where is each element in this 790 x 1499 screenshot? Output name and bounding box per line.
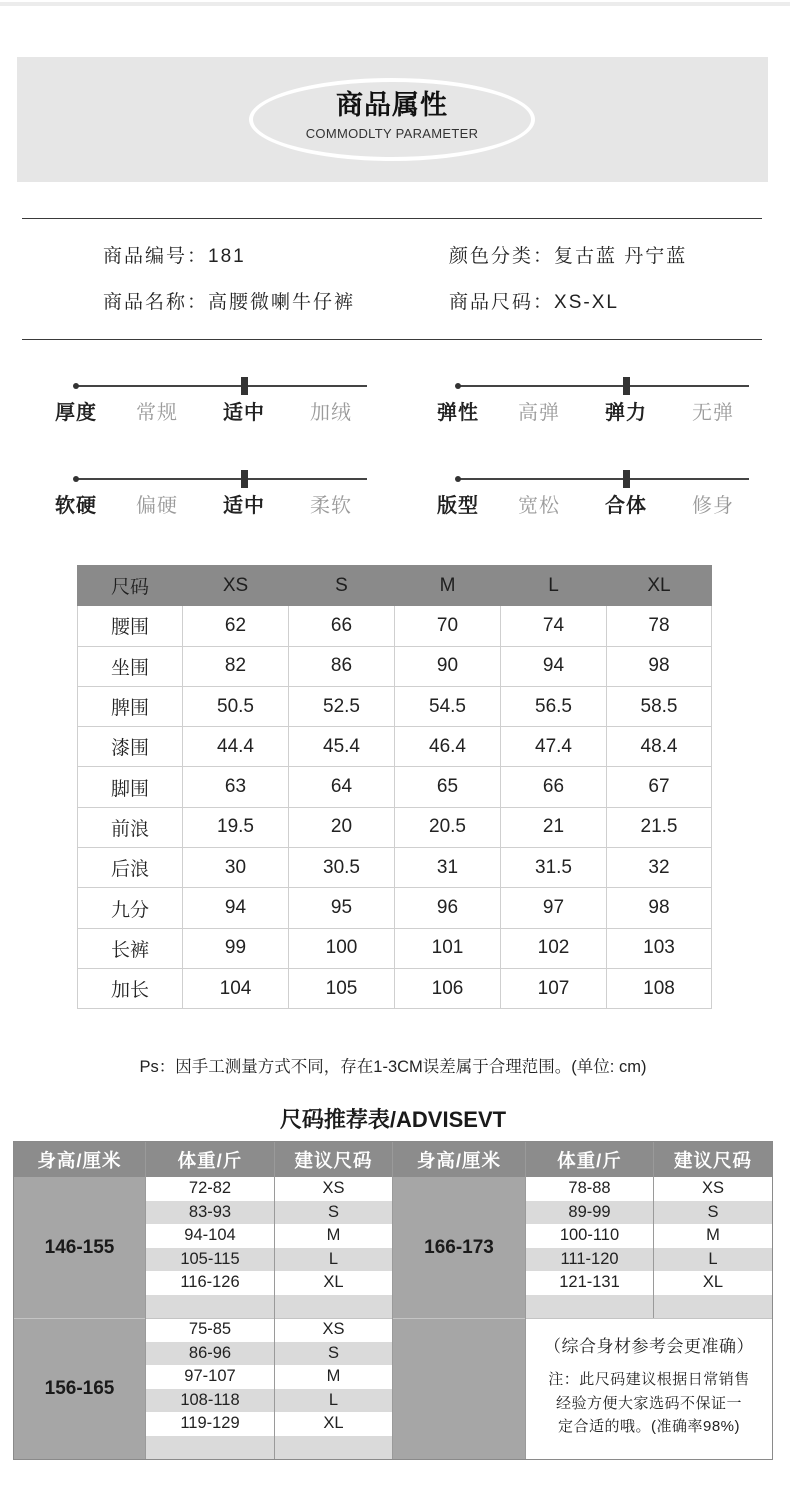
attribute-name: 厚度 [55,402,97,424]
suggested-size-cell: M [275,1224,392,1248]
top-divider [0,2,790,6]
advice-headline: （综合身材参考会更准确） [544,1337,754,1356]
slider-start-dot [73,476,79,482]
measurement-name: 腰围 [78,606,183,646]
size-table-row [78,767,712,807]
measurement-value: 105 [289,968,395,1008]
info-value: 181 [208,246,246,267]
size-table-header-cell: L [501,566,607,606]
weight-range-cell: 105-115 [146,1248,274,1272]
measurement-value: 66 [501,767,607,807]
measurement-value: 94 [501,646,607,686]
weight-range-cell: 108-118 [146,1389,274,1413]
size-table-header-cell: 尺码 [78,566,183,606]
measurement-value: 44.4 [183,727,289,767]
measurement-value: 63 [183,767,289,807]
attribute-option: 柔软 [310,495,352,517]
info-label: 颜色分类： [449,246,555,267]
weight-range-cell: 75-85 [146,1318,274,1342]
recommend-header-cell: 身高/厘米 [14,1142,145,1177]
measurement-value: 62 [183,606,289,646]
measurement-name: 加长 [78,968,183,1008]
suggested-size-cell: XL [654,1271,772,1295]
measurement-value: 97 [501,888,607,928]
measurement-value: 48.4 [607,727,712,767]
attribute-option: 加绒 [310,402,352,424]
slider-marker [623,470,630,488]
measurement-value: 107 [501,968,607,1008]
measurement-value: 30 [183,848,289,888]
attribute-option: 高弹 [518,402,560,424]
banner-title: 商品属性 [336,90,448,120]
measurement-name: 九分 [78,888,183,928]
measurement-value: 45.4 [289,727,395,767]
suggested-size-cell: XS [654,1177,772,1201]
slider-marker [241,470,248,488]
measurement-note: Ps：因手工测量方式不同，存在1-3CM误差属于合理范围。(单位: cm) [139,1058,647,1076]
weight-range-cell: 78-88 [526,1177,653,1201]
size-table-row [78,646,712,686]
measurement-value: 86 [289,646,395,686]
size-table-row [78,888,712,928]
measurement-value: 19.5 [183,807,289,847]
size-table-row [78,606,712,646]
info-label: 商品编号： [103,246,209,267]
suggested-size-cell: XL [275,1412,392,1436]
measurement-value: 99 [183,928,289,968]
weight-range-cell: 83-93 [146,1201,274,1225]
empty-cell [146,1295,274,1319]
filler-cell [393,1318,525,1459]
section-divider [22,218,762,219]
info-label: 商品名称： [103,292,209,313]
attribute-option: 合体 [605,495,647,517]
size-table-row [78,686,712,726]
size-table-header-cell: XS [183,566,289,606]
info-label: 商品尺码： [449,292,555,313]
measurement-value: 104 [183,968,289,1008]
measurement-value: 96 [395,888,501,928]
measurement-value: 21 [501,807,607,847]
measurement-value: 52.5 [289,686,395,726]
measurement-value: 106 [395,968,501,1008]
advice-line: 注：此尺码建议根据日常销售 [548,1371,750,1388]
slider-track [457,478,749,480]
size-table-header-cell: S [289,566,395,606]
measurement-value: 102 [501,928,607,968]
recommend-header-cell: 建议尺码 [275,1142,392,1177]
measurement-name: 脚围 [78,767,183,807]
measurement-value: 50.5 [183,686,289,726]
measurement-value: 21.5 [607,807,712,847]
measurement-value: 108 [607,968,712,1008]
banner-ellipse [249,78,535,161]
attribute-option: 偏硬 [136,495,178,517]
advice-box [526,1318,772,1459]
measurement-value: 56.5 [501,686,607,726]
section-divider [22,339,762,340]
slider-start-dot [455,476,461,482]
empty-cell [275,1436,392,1460]
slider-track [457,385,749,387]
weight-range-cell: 86-96 [146,1342,274,1366]
attribute-name: 弹性 [437,402,479,424]
height-range-cell: 166-173 [393,1177,525,1318]
suggested-size-cell: M [275,1365,392,1389]
size-table-row [78,928,712,968]
banner-subtitle: COMMODLTY PARAMETER [305,126,479,141]
slider-start-dot [73,383,79,389]
measurement-value: 58.5 [607,686,712,726]
measurement-value: 78 [607,606,712,646]
size-chart-table [77,565,712,1009]
recommend-header-cell: 体重/斤 [526,1142,653,1177]
slider-start-dot [455,383,461,389]
attribute-name: 软硬 [55,495,97,517]
attribute-slider-elasticity [436,377,766,427]
weight-range-cell: 121-131 [526,1271,653,1295]
measurement-value: 101 [395,928,501,968]
recommend-title: 尺码推荐表/ADVISEVT [279,1107,507,1132]
size-table-header-cell: XL [607,566,712,606]
measurement-value: 98 [607,888,712,928]
measurement-value: 65 [395,767,501,807]
attribute-option: 常规 [136,402,178,424]
measurement-name: 漆围 [78,727,183,767]
measurement-value: 32 [607,848,712,888]
size-recommend-table [13,1141,773,1460]
suggested-size-cell: XL [275,1271,392,1295]
product-info-item [103,245,246,269]
empty-cell [526,1295,653,1319]
measurement-value: 30.5 [289,848,395,888]
weight-range-cell: 119-129 [146,1412,274,1436]
size-table-row [78,968,712,1008]
suggested-size-cell: S [654,1201,772,1225]
suggested-size-cell: S [275,1342,392,1366]
measurement-value: 90 [395,646,501,686]
product-info-item [449,291,619,315]
measurement-value: 100 [289,928,395,968]
attribute-option: 适中 [223,402,265,424]
info-value: 高腰微喇牛仔裤 [208,292,356,313]
attribute-option: 弹力 [605,402,647,424]
size-table-row [78,727,712,767]
suggested-size-cell: M [654,1224,772,1248]
suggested-size-cell: XS [275,1318,392,1342]
advice-line: 定合适的哦。(准确率98%) [557,1418,740,1435]
weight-range-cell: 100-110 [526,1224,653,1248]
recommend-header-cell: 建议尺码 [654,1142,772,1177]
suggested-size-cell: L [654,1248,772,1272]
empty-cell [146,1436,274,1460]
measurement-name: 坐围 [78,646,183,686]
height-range-cell: 146-155 [14,1177,145,1318]
measurement-value: 20.5 [395,807,501,847]
measurement-value: 66 [289,606,395,646]
empty-cell [654,1295,772,1319]
measurement-value: 98 [607,646,712,686]
suggested-size-cell: L [275,1389,392,1413]
product-info-item [449,245,687,269]
slider-marker [623,377,630,395]
measurement-value: 20 [289,807,395,847]
measurement-value: 64 [289,767,395,807]
attribute-slider-fit [436,470,766,520]
weight-range-cell: 116-126 [146,1271,274,1295]
measurement-value: 47.4 [501,727,607,767]
attribute-option: 适中 [223,495,265,517]
measurement-value: 54.5 [395,686,501,726]
measurement-value: 103 [607,928,712,968]
attribute-option: 修身 [692,495,734,517]
size-table-row [78,848,712,888]
measurement-value: 67 [607,767,712,807]
weight-range-cell: 89-99 [526,1201,653,1225]
recommend-header-cell: 身高/厘米 [393,1142,525,1177]
suggested-size-cell: XS [275,1177,392,1201]
measurement-name: 长裤 [78,928,183,968]
measurement-value: 70 [395,606,501,646]
slider-track [75,478,367,480]
size-table-row [78,807,712,847]
measurement-name: 后浪 [78,848,183,888]
parameter-banner [17,57,768,182]
weight-range-cell: 111-120 [526,1248,653,1272]
weight-range-cell: 94-104 [146,1224,274,1248]
product-info-item [103,291,355,315]
recommend-header-cell: 体重/斤 [146,1142,274,1177]
suggested-size-cell: L [275,1248,392,1272]
attribute-slider-thickness [54,377,384,427]
measurement-value: 95 [289,888,395,928]
measurement-value: 46.4 [395,727,501,767]
size-table-header-row [78,566,712,606]
weight-range-cell: 72-82 [146,1177,274,1201]
attribute-slider-hardness [54,470,384,520]
measurement-value: 94 [183,888,289,928]
measurement-value: 31.5 [501,848,607,888]
attribute-name: 版型 [437,495,479,517]
measurement-name: 脾围 [78,686,183,726]
size-table-header-cell: M [395,566,501,606]
weight-range-cell: 97-107 [146,1365,274,1389]
measurement-value: 82 [183,646,289,686]
empty-cell [275,1295,392,1319]
slider-track [75,385,367,387]
slider-marker [241,377,248,395]
height-range-cell: 156-165 [14,1318,145,1459]
attribute-option: 无弹 [692,402,734,424]
info-value: 复古蓝 丹宁蓝 [554,246,688,267]
info-value: XS-XL [554,292,619,313]
attribute-option: 宽松 [518,495,560,517]
measurement-value: 31 [395,848,501,888]
advice-line: 经验方便大家选码不保证一 [555,1394,742,1412]
suggested-size-cell: S [275,1201,392,1225]
measurement-value: 74 [501,606,607,646]
measurement-name: 前浪 [78,807,183,847]
